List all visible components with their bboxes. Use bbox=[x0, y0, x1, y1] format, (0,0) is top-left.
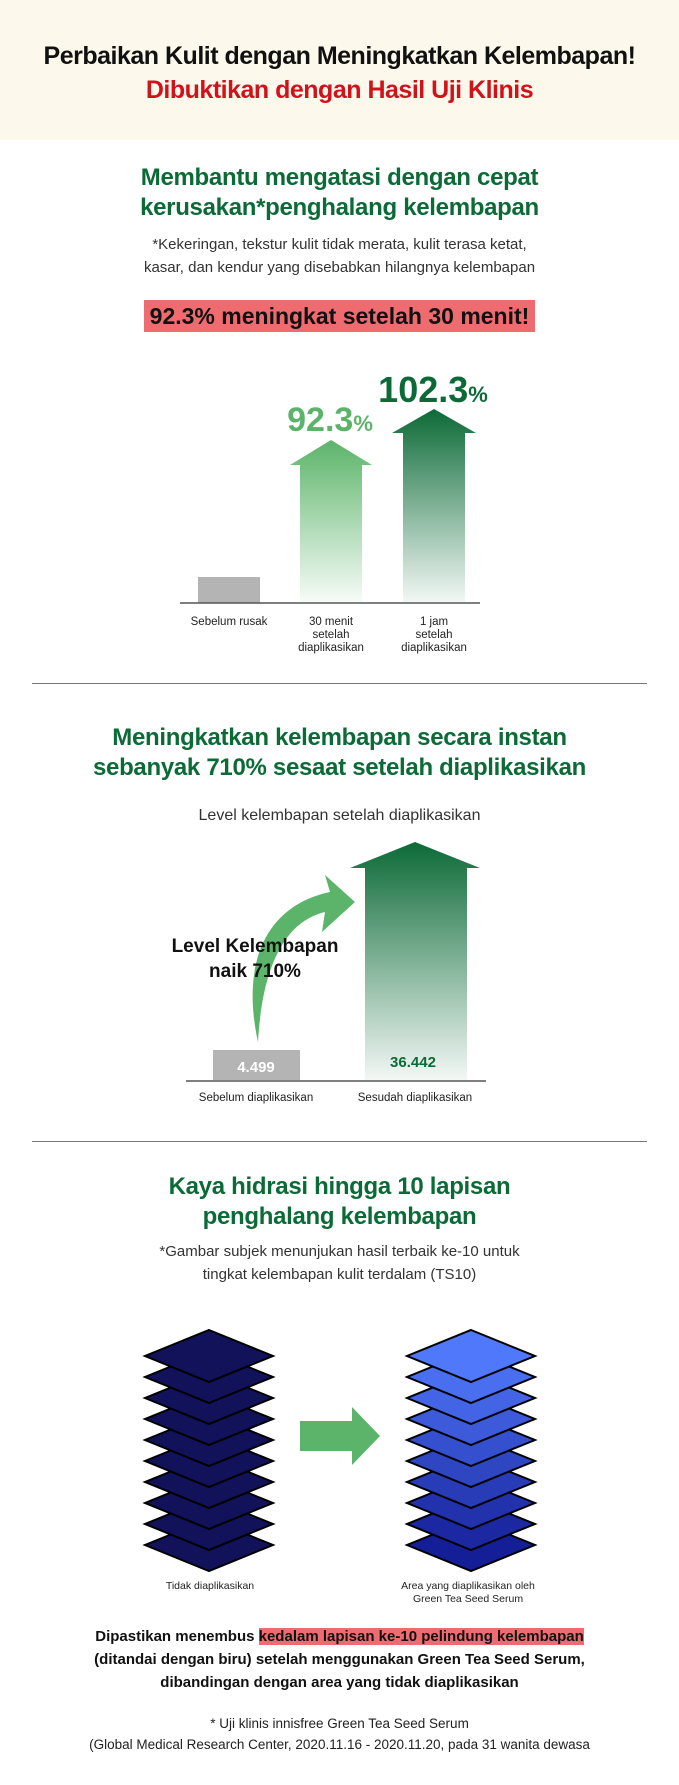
chart1-bar-before bbox=[198, 577, 260, 603]
section3-title-line1: Kaya hidrasi hingga 10 lapisan bbox=[168, 1173, 511, 1200]
chart2-value-before: 4.499 bbox=[237, 1059, 275, 1076]
chart1-arrow-30min bbox=[290, 440, 372, 602]
summary-highlight: kedalam lapisan ke-10 pelindung kelembapan bbox=[258, 1628, 584, 1645]
chart1-arrow-1hour bbox=[392, 409, 476, 602]
section2-title-line1: Meningkatkan kelembapan secara instan bbox=[112, 724, 567, 751]
layers-right-caption-line1: Area yang diaplikasikan oleh bbox=[401, 1580, 535, 1592]
section1-badge-wrap bbox=[0, 303, 679, 330]
section3-summary-line2: (ditandai dengan biru) setelah menggunakan Green Tea Seed Serum, bbox=[94, 1651, 585, 1668]
chart2-value-after: 36.442 bbox=[390, 1054, 436, 1071]
chart1-label-30min-line3: diaplikasikan bbox=[298, 642, 364, 654]
chart2-arrow-after bbox=[350, 842, 480, 1080]
section3-note-line1: *Gambar subjek menunjukan hasil terbaik ke-10 untuk bbox=[159, 1243, 520, 1260]
section3-summary-line1 bbox=[0, 1625, 679, 1648]
section1-note-line1: *Kekeringan, tekstur kulit tidak merata, kulit terasa ketat, bbox=[152, 236, 527, 253]
section1-title-line2: kerusakan*penghalang kelembapan bbox=[140, 194, 539, 221]
chart1-label-1hour-line2: setelah bbox=[415, 629, 453, 641]
layers-left-caption: Tidak diaplikasikan bbox=[165, 1580, 255, 1592]
header-title: Perbaikan Kulit dengan Meningkatkan Kelembapan! bbox=[43, 42, 636, 70]
section2-title-line2: sebanyak 710% sesaat setelah diaplikasikan bbox=[92, 754, 587, 781]
chart1-label-1hour bbox=[384, 616, 484, 655]
layers-arrow-icon bbox=[300, 1407, 380, 1465]
section1-title-line1: Membantu mengatasi dengan cepat bbox=[140, 164, 539, 191]
footer-line1: * Uji klinis innisfree Green Tea Seed Serum bbox=[210, 1716, 469, 1731]
chart2-title: Level kelembapan setelah diaplikasikan bbox=[198, 807, 481, 824]
layers-right-caption-line2: Green Tea Seed Serum bbox=[412, 1593, 524, 1605]
footer-line2: (Global Medical Research Center, 2020.11.16 - 2020.11.20, pada 31 wanita dewasa bbox=[89, 1737, 590, 1752]
treated-layer-stack bbox=[407, 1330, 535, 1571]
chart2-callout-line2: naik 710% bbox=[209, 961, 301, 982]
summary-pre: Dipastikan menembus bbox=[95, 1628, 259, 1645]
layers-illustration bbox=[0, 1320, 679, 1580]
chart2-callout-line1: Level Kelembapan bbox=[171, 936, 339, 957]
footer-note bbox=[0, 1713, 679, 1755]
chart1-value-1hour: 102.3% bbox=[378, 369, 488, 410]
header-subtitle: Dibuktikan dengan Hasil Uji Klinis bbox=[145, 76, 534, 104]
section1-badge: 92.3% meningkat setelah 30 menit! bbox=[144, 300, 536, 332]
chart1-value-30min: 92.3% bbox=[287, 401, 373, 439]
divider-1 bbox=[32, 683, 647, 684]
section3-note bbox=[0, 1240, 679, 1286]
section3-note-line2: tingkat kelembapan kulit terdalam (TS10) bbox=[202, 1266, 477, 1283]
section3-summary-line3: dibandingan dengan area yang tidak diaplikasikan bbox=[160, 1674, 519, 1691]
section3-title-line2: penghalang kelembapan bbox=[202, 1203, 477, 1230]
chart1-label-30min-line2: setelah bbox=[312, 629, 350, 641]
chart1-label-1hour-line1: 1 jam bbox=[419, 616, 449, 628]
untreated-layer-stack bbox=[145, 1330, 273, 1571]
chart1-label-30min bbox=[281, 616, 381, 655]
chart1-label-30min-line1: 30 menit bbox=[308, 616, 354, 628]
section3-summary bbox=[0, 1625, 679, 1694]
divider-2 bbox=[32, 1141, 647, 1142]
header-banner bbox=[0, 0, 679, 140]
section1-title bbox=[0, 163, 679, 223]
section2-title bbox=[0, 723, 679, 783]
section1-note bbox=[0, 233, 679, 279]
chart1-label-1hour-line3: diaplikasikan bbox=[401, 642, 467, 654]
chart2-callout bbox=[150, 934, 360, 984]
chart1-label-before: Sebelum rusak bbox=[190, 616, 268, 628]
layers-right-caption bbox=[388, 1580, 548, 1606]
section1-note-line2: kasar, dan kendur yang disebabkan hilangnya kelembapan bbox=[143, 259, 536, 276]
chart2-label-after: Sesudah diaplikasikan bbox=[357, 1092, 473, 1104]
chart2-label-before: Sebelum diaplikasikan bbox=[198, 1092, 314, 1104]
section3-title bbox=[0, 1172, 679, 1232]
